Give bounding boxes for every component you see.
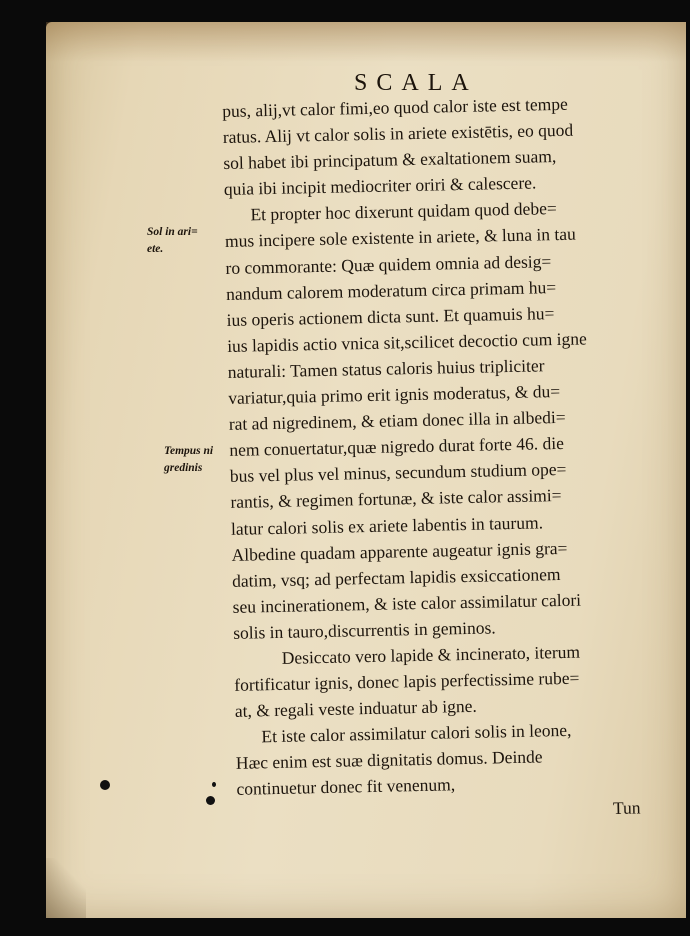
text-line: datim, vsq; ad perfectam lapidis exsiccationem — [231, 563, 561, 591]
running-head: SCALA — [354, 70, 478, 96]
ink-speck — [212, 782, 216, 787]
text-line: naturali: Tamen status caloris huius tripliciter — [227, 355, 545, 382]
text-line: Hæc enim est suæ dignitatis domus. Deinde — [235, 746, 543, 774]
margin-note-sol-in-ariete — [147, 224, 198, 258]
margin-note-line: gredinis — [164, 462, 203, 474]
text-line: ratus. Alij vt calor solis in ariete existētis, eo quod — [222, 119, 574, 148]
text-line: mus incipere sole existente in ariete, & luna in tau — [224, 224, 577, 252]
text-line: bus vel plus vel minus, secundum studium ope= — [229, 459, 567, 487]
text-line: ius lapidis actio vnica sit,scilicet decoctio cum igne — [226, 328, 587, 356]
margin-note-line: Sol in ari= — [147, 226, 198, 238]
ink-dot — [206, 796, 215, 805]
body-text — [222, 89, 667, 828]
text-line: Desiccato vero lapide & incinerato, iterum — [281, 641, 581, 668]
text-line: latur calori solis ex ariete labentis in taurum. — [230, 511, 544, 539]
margin-note-line: ete. — [147, 243, 164, 255]
text-line: Et propter hoc dixerunt quidam quod debe= — [250, 198, 557, 225]
text-line: nem conuertatur,quæ nigredo durat forte 46. die — [229, 433, 565, 461]
text-line: ius operis actionem dicta sunt. Et quamuis hu= — [226, 302, 555, 330]
text-line: Albedine quadam apparente augeatur ignis gra= — [231, 537, 568, 565]
text-line: rat ad nigredinem, & etiam donec illa in albedi= — [228, 406, 566, 435]
margin-note-line: Tempus ni — [164, 445, 214, 457]
margin-note-tempus-nigredinis — [164, 443, 213, 477]
text-line: fortificatur ignis, donec lapis perfectissime rube= — [234, 667, 580, 695]
text-line: rantis, & regimen fortunæ, & iste calor assimi= — [230, 485, 562, 513]
text-line: continuetur donec fit venenum, — [236, 774, 456, 800]
text-line: pus, alij,vt calor fimi,eo quod calor iste est tempe — [222, 93, 568, 121]
text-line: variatur,quia primo erit ignis moderatus, & du= — [228, 381, 561, 408]
ink-dot — [100, 780, 110, 790]
text-line: nandum calorem moderatum circa primam hu= — [225, 276, 557, 304]
text-line: quia ibi incipit mediocriter oriri & calescere. — [223, 172, 537, 200]
text-line: solis in tauro,discurrentis in geminos. — [232, 617, 496, 643]
text-line: at, & regali veste induatur ab igne. — [234, 695, 478, 722]
text-line: sol habet ibi principatum & exaltationem suam, — [223, 146, 557, 174]
text-line: seu incinerationem, & iste calor assimilatur calori — [232, 589, 582, 617]
text-line: Et iste calor assimilatur calori solis in leone, — [261, 720, 572, 747]
text-line: ro commorante: Quæ quidem omnia ad desig= — [225, 250, 552, 278]
catchword: Tun — [612, 796, 641, 818]
